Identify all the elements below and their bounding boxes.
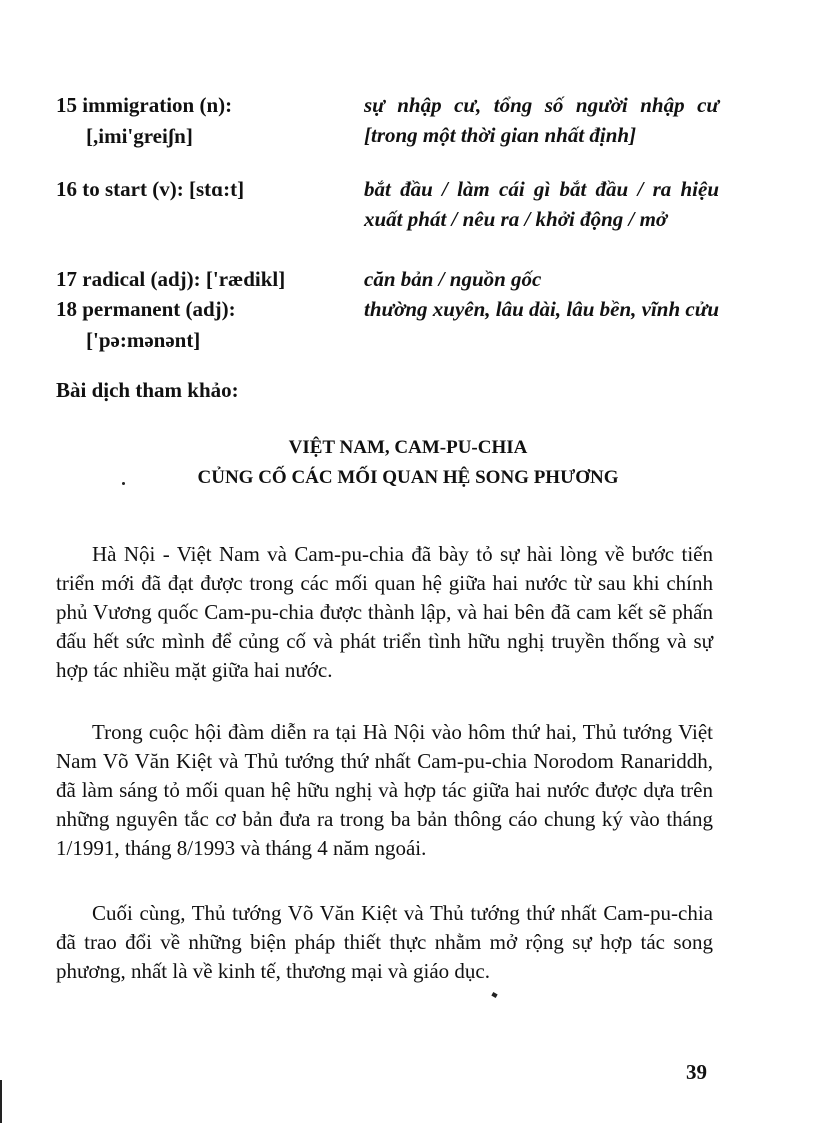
scan-speck bbox=[491, 992, 497, 998]
vocab-term bbox=[56, 174, 356, 205]
article-paragraph: Cuối cùng, Thủ tướng Võ Văn Kiệt và Thủ tướng thứ nhất Cam-pu-chia đã trao đổi về những biện pháp thiết thực nhằm mở rộng sự hợp tác song phương, nhất là về kinh tế, thương mại và giáo dục. bbox=[56, 901, 713, 983]
vocab-meaning: bắt đầu / làm cái gì bắt đầu / ra hiệu xuất phát / nêu ra / khởi động / mở bbox=[364, 177, 719, 231]
article-paragraph: Trong cuộc hội đàm diễn ra tại Hà Nội vào hôm thứ hai, Thủ tướng Việt Nam Võ Văn Kiệt và Thủ tướng thứ nhất Cam-pu-chia Norodom Ranariddh, đã làm sáng tỏ mối quan hệ hữu nghị và hợp tác giữa hai nước được dựa trên những nguyên tắc cơ bản đưa ra trong ba bản thông cáo chung ký vào tháng 1/1991, tháng 8/1993 và tháng 4 năm ngoái. bbox=[56, 720, 713, 860]
page-number: 39 bbox=[686, 1060, 707, 1084]
vocab-term-line: 15 immigration (n): bbox=[56, 93, 233, 117]
scan-speck bbox=[122, 482, 125, 485]
vocab-term-line: 17 radical (adj): ['rædikl] bbox=[56, 267, 286, 291]
vocab-meaning: sự nhập cư, tổng số người nhập cư [trong một thời gian nhất định] bbox=[364, 93, 719, 147]
vocab-meaning: căn bản / nguồn gốc bbox=[364, 267, 542, 291]
vocab-meaning: thường xuyên, lâu dài, lâu bền, vĩnh cửu bbox=[364, 297, 720, 321]
section-heading: Bài dịch tham khảo: bbox=[56, 378, 239, 402]
vocab-term bbox=[56, 294, 356, 356]
vocab-pronunciation: [,imi'greiʃn] bbox=[86, 124, 193, 148]
vocab-term-line: 16 to start (v): [stɑ:t] bbox=[56, 177, 245, 201]
vocab-pronunciation: ['pə:mənənt] bbox=[86, 328, 201, 352]
article-title-line2: CỦNG CỐ CÁC MỐI QUAN HỆ SONG PHƯƠNG bbox=[197, 467, 619, 488]
article-title-line1: VIỆT NAM, CAM-PU-CHIA bbox=[288, 437, 528, 458]
vocab-term-line: 18 permanent (adj): bbox=[56, 297, 236, 321]
vocab-term bbox=[56, 264, 356, 295]
scan-edge-mark bbox=[0, 1080, 2, 1123]
article-paragraph: Hà Nội - Việt Nam và Cam-pu-chia đã bày tỏ sự hài lòng về bước tiến triển mới đã đạt được trong các mối quan hệ giữa hai nước từ sau khi chính phủ Vương quốc Cam-pu-chia được thành lập, và hai bên đã cam kết sẽ phấn đấu hết sức mình để củng cố và phát triển tình hữu nghị truyền thống và sự hợp tác nhiều mặt giữa hai nước. bbox=[56, 542, 713, 682]
vocab-term bbox=[56, 90, 356, 152]
